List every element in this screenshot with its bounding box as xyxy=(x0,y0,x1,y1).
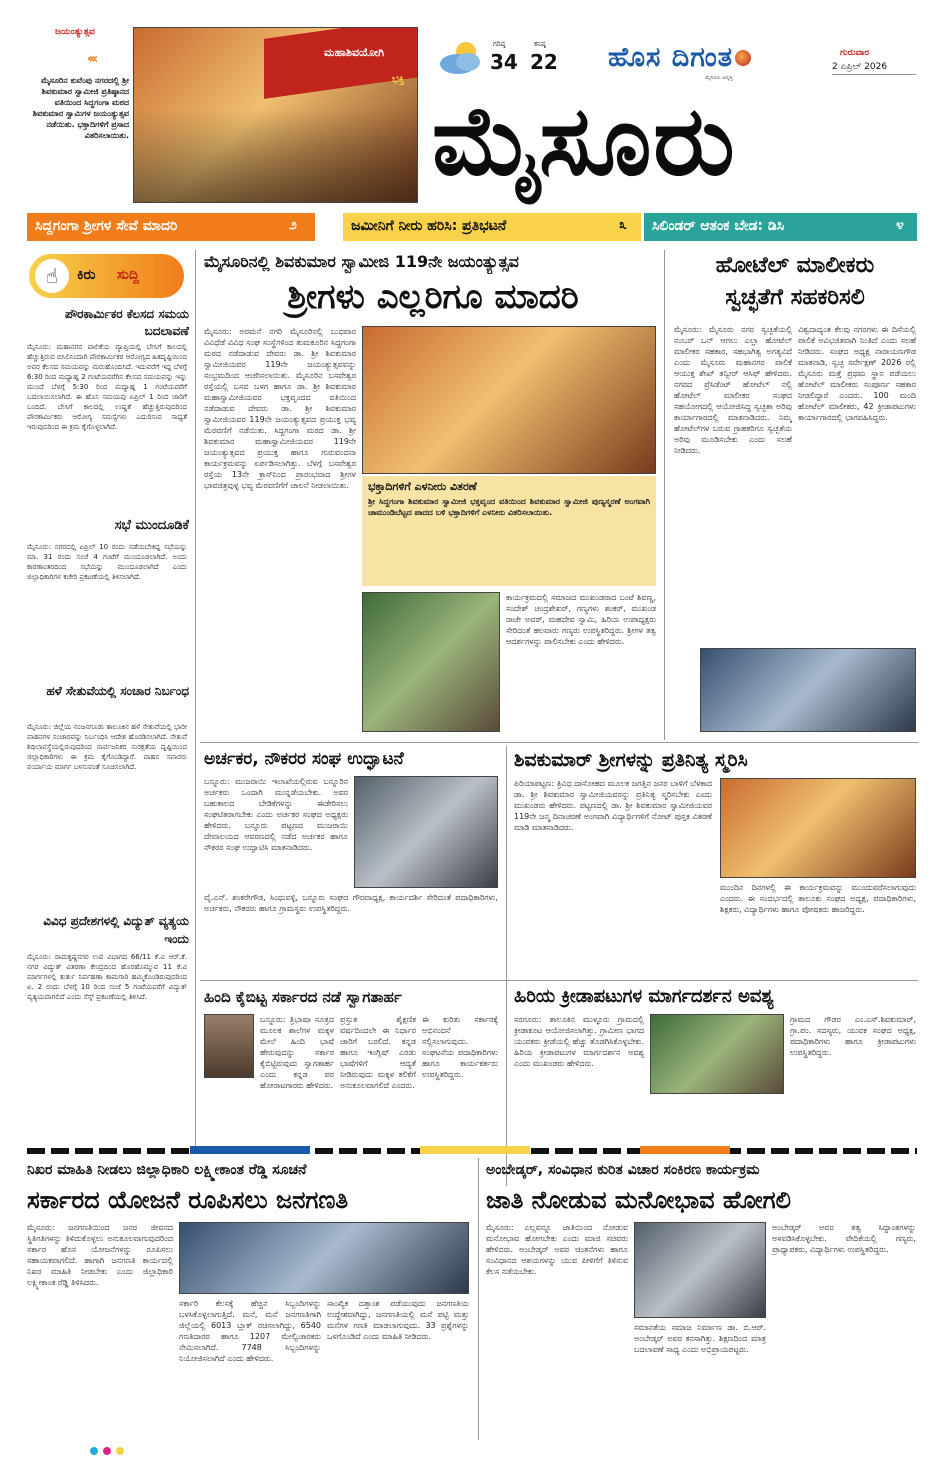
sports-story xyxy=(512,984,918,1184)
lead-caption-title: ಭಕ್ತಾದಿಗಳಿಗೆ ಎಳನೀರು ವಿತರಣೆ xyxy=(368,480,477,493)
sports-body-1: ಸರಗೂರು: ತಾಲೂಕಿನ ಮುಳ್ಳೂರು ಗ್ರಾಮದಲ್ಲಿ ಕ್ರೀಡಾಕೂಟ ಆಯೋಜಿಸಲಾಗಿತ್ತು. ಗ್ರಾಮೀಣ ಭಾಗದ ಯುವಕರು ಕ್ರೀಡೆಯಲ್ಲಿ ಹೆಚ್ಚು ತೊಡಗಿಸಿಕೊಳ್ಳಬೇಕು. ಹಿರಿಯ ಕ್ರೀಡಾಪಟುಗಳ ಮಾರ್ಗದರ್ಶನ ಅವಶ್ಯ ಎಂದು ಮುಖಂಡರು ಹೇಳಿದರು. xyxy=(514,1015,644,1068)
ticker-item-2-text: ಜಮೀನಿಗೆ ನೀರು ಹರಿಸಿ: ಪ್ರತಿಭಟನೆ xyxy=(351,218,507,234)
hindi-body-3: ಈ ಕುರಿತು ಸರ್ಕಾರಕ್ಕೆ ಅಭಿನಂದನೆ ಸಲ್ಲಿಸಲಾಗುವುದು. ಸಂಘಟನೆಯ ಪದಾಧಿಕಾರಿಗಳು ಹಾಗೂ ಕಾರ್ಯಕರ್ತರು ಉಪಸ್ಥಿತರಿದ್ದರು. xyxy=(422,1015,498,1079)
census-photo xyxy=(179,1222,469,1294)
ticker-item-1[interactable] xyxy=(27,213,315,241)
shivakumar-body-1: ಪಿರಿಯಾಪಟ್ಟಣ: ತ್ರಿವಿಧ ದಾಸೋಹದ ಮೂಲಕ ಜಗತ್ತಿನ ಜನರ ಬಾಳಿಗೆ ಬೆಳಕಾದ ಡಾ. ಶ್ರೀ ಶಿವಕುಮಾರ ಸ್ವಾಮೀಜಿಯವರನ್ನು ಪ್ರತಿನಿತ್ಯ ಸ್ಮರಿಸಬೇಕು ಎಂದು ಮುಖಂಡರು ಹೇಳಿದರು. ಪಟ್ಟಣದಲ್ಲಿ ಡಾ. ಶ್ರೀ ಶಿವಕುಮಾರ ಸ್ವಾಮೀಜಿಯವರ 119ನೇ ಜನ್ಮ ದಿನಾಚರಣೆ ಅಂಗವಾಗಿ ವಿದ್ಯಾರ್ಥಿಗಳಿಗೆ ನೋಟ್ ಪುಸ್ತಕ ವಿತರಣೆ ಮಾಡಿ ಮಾತನಾಡಿದರು. xyxy=(514,779,712,832)
lead-caption-text: ಶ್ರೀ ಸಿದ್ದಗಂಗಾ ಶಿವಕುಮಾರ ಸ್ವಾಮೀಜಿ ಭಕ್ತವೃಂದ ವತಿಯಿಂದ ಶಿವಕುಮಾರ ಸ್ವಾಮೀಜಿ ಪುಣ್ಯಸ್ಮರಣೆ ಅಂಗವಾಗಿ ಚಾಮುಂಡಿಬೆಟ್ಟದ ಪಾದದ ಬಳಿ ಭಕ್ತಾದಿಗಳಿಗೆ ಎಳನೀರು ವಿತರಿಸಲಾಯಿತು. xyxy=(368,497,650,517)
hotel-headline-2: ಸ್ವಚ್ಛತೆಗೆ ಸಹಕರಿಸಲಿ xyxy=(725,285,865,310)
archaka-story xyxy=(200,746,500,978)
kiru-item-2-body: ಮೈಸೂರು: ನಗರದಲ್ಲಿ ಏಪ್ರಿಲ್ 10 ರಂದು ನಡೆಯಬೇಕಿದ್ದ ಸಭೆಯನ್ನು ಮಾ. 31 ರಂದು ಸಂಜೆ 4 ಗಂಟೆಗೆ ಮುಂದೂಡಲಾಗಿದೆ. ಅಂದು ಕಾರಣಾಂತರದಿಂದ ಸಭೆಯನ್ನು ಮುಂದೂಡಲಾಗಿದೆ ಎಂದು ಜಿಲ್ಲಾಧಿಕಾರಿಗಳ ಕಚೇರಿ ಪ್ರಕಟಣೆಯಲ್ಲಿ ತಿಳಿಸಲಾಗಿದೆ. xyxy=(27,543,187,581)
census-kicker: ನಿಖರ ಮಾಹಿತಿ ನೀಡಲು ಜಿಲ್ಲಾಧಿಕಾರಿ ಲಕ್ಷ್ಮೀಕಾಂತ ರೆಡ್ಡಿ ಸೂಚನೆ xyxy=(27,1162,307,1178)
kiru-logo xyxy=(29,254,184,298)
hotel-headline-1: ಹೋಟೆಲ್ ಮಾಲೀಕರು xyxy=(715,253,875,278)
weather-max: 34 xyxy=(490,50,518,74)
hotel-story xyxy=(670,248,918,738)
lead-kicker: ಮೈಸೂರಿನಲ್ಲಿ ಶಿವಕುಮಾರ ಸ್ವಾಮೀಜಿ 119ನೇ ಜಯಂತ್ಯುತ್ಸವ xyxy=(204,252,519,271)
weather-min: 22 xyxy=(530,50,558,74)
ambedkar-story xyxy=(486,1158,918,1440)
ambedkar-photo xyxy=(634,1222,766,1318)
ambedkar-kicker: ಅಂಬೇಡ್ಕರ್, ಸಂವಿಧಾನ ಕುರಿತ ವಿಚಾರ ಸಂಕಿರಣ ಕಾರ್ಯಕ್ರಮ xyxy=(486,1162,760,1178)
ambedkar-body-1: ಮೈಸೂರು: ಎಲ್ಲವನ್ನೂ ಜಾತಿಯಿಂದ ನೋಡುವ ಮನೋಭಾವ ಹೋಗಬೇಕು ಎಂದು ಮಾಜಿ ಸಚಿವರು ಹೇಳಿದರು. ಅಂಬೇಡ್ಕರ್ ಅವರ ಚಿಂತನೆಗಳು ಹಾಗೂ ಸಂವಿಧಾನದ ಆಶಯಗಳನ್ನು ಯುವ ಪೀಳಿಗೆಗೆ ತಿಳಿಸುವ ಕೆಲಸ ನಡೆಯಬೇಕು. xyxy=(486,1223,628,1276)
weather-max-label: ಗರಿಷ್ಠ xyxy=(493,40,506,48)
ambedkar-body-2: ಸಮಾನತೆಯ ಸಮಾಜ ನಿರ್ಮಾಣ ಡಾ. ಬಿ.ಆರ್. ಅಂಬೇಡ್ಕರ್ ಅವರ ಕನಸಾಗಿತ್ತು. ಶಿಕ್ಷಣದಿಂದ ಮಾತ್ರ ಬದಲಾವಣೆ ಸಾಧ್ಯ ಎಂದು ಅಭಿಪ್ರಾಯಪಟ್ಟರು. xyxy=(634,1323,766,1354)
kiru-item-1-title: ಪೌರಕಾರ್ಮಿಕರ ಕೆಲಸದ ಸಮಯ ಬದಲಾವಣೆ xyxy=(65,307,189,338)
brand-logo: ಹೊಸ ದಿಗಂತ xyxy=(608,42,734,73)
ticker-item-1-page: ೨ xyxy=(289,217,297,233)
weather-cloud-icon xyxy=(438,38,484,76)
archaka-body-1: ಬನ್ನೂರು: ಮುಜರಾಯಿ ಇಲಾಖೆಯಲ್ಲಿರುವ ಬನ್ನೂರಿನ ಅರ್ಚಕರು ಒಂದಾಗಿ ಮುನ್ನಡೆಯಬೇಕು. ಅವರ ಬಹುಕಾಲದ ಬೇಡಿಕೆಗಳನ್ನು ಈಡೇರಿಸಲು ಸಂಘಟಿತರಾಗಬೇಕು ಎಂದು ಅರ್ಚಕರ ಸಂಘದ ಅಧ್ಯಕ್ಷರು ಹೇಳಿದರು. ಬನ್ನೂರು ಪಟ್ಟಣದ ಮುಜರಾಯಿ ದೇವಾಲಯದ ಆವರಣದಲ್ಲಿ ನಡೆದ ಅರ್ಚಕರ ಹಾಗೂ ನೌಕರರ ಸಂಘ ಉದ್ಘಾಟಿಸಿ ಮಾತನಾಡಿದರು. xyxy=(204,777,348,852)
weather-min-label: ಕನಿಷ್ಠ xyxy=(534,40,546,48)
archaka-body-2: ವೈ.ಎನ್. ಶಂಕರೇಗೌಡ, ಸಿಂಧುವಳ್ಳಿ, ಬನ್ನೂರು ಸಂಘದ ಗೌರವಾಧ್ಯಕ್ಷ, ಕಾರ್ಯದರ್ಶಿ ಸೇರಿದಂತೆ ಪದಾಧಿಕಾರಿಗಳು, ಅರ್ಚಕರು, ನೌಕರರು ಹಾಗೂ ಗ್ರಾಮಸ್ಥರು ಉಪಸ್ಥಿತರಿದ್ದರು. xyxy=(204,893,498,913)
city-title: ಮೈಸೂರು xyxy=(432,85,737,197)
hotel-photo xyxy=(700,648,916,732)
census-body-1: ಮೈಸೂರು: ಜನಗಣತಿಯಿಂದ ಜನರ ಜೀವನದ ಸ್ಥಿತಿಗತಿಗಳನ್ನು ತಿಳಿದುಕೊಳ್ಳಲು ಅನುಕೂಲವಾಗುವುದರಿಂದ ಸರ್ಕಾರ ಹೊಸ ಯೋಜನೆಗಳನ್ನು ರೂಪಿಸಲು ಸಹಾಯಕವಾಗಲಿದೆ. ಹಾಗಾಗಿ ಜನಗಣತಿ ಕಾರ್ಯದಲ್ಲಿ ನಿಖರ ಮಾಹಿತಿ ನೀಡಬೇಕು ಎಂದು ಜಿಲ್ಲಾಧಿಕಾರಿ ಲಕ್ಷ್ಮೀಕಾಂತ ರೆಡ್ಡಿ ತಿಳಿಸಿದರು. xyxy=(27,1223,173,1287)
hindi-story xyxy=(200,984,500,1184)
masthead-photo xyxy=(133,27,418,203)
ticker-item-3[interactable] xyxy=(644,213,917,241)
hotel-body-2: ವಿಶ್ವದಾದ್ಯಂತ ಕೆಲವು ನಗರಗಳು ಈ ದಿಸೆಯಲ್ಲಿ ಪಾಲಿಕೆ ಅವಿಭಜಿತವಾಗಿ ನಿಂತಿದೆ ಎಂದು ಸಲಹೆ ನೀಡಿದರು. ಸಂಘದ ಅಧ್ಯಕ್ಷ ನಾರಾಯಣಗೌಡ ಮಾತನಾಡಿ, ಸ್ವಚ್ಛ ಸರ್ವೇಕ್ಷಣ್ 2026 ರಲ್ಲಿ ಮೈಸೂರು ಮತ್ತೆ ಪ್ರಥಮ ಸ್ಥಾನ ಪಡೆಯಲು ಹೋಟೆಲ್ ಮಾಲೀಕರು ಸಂಪೂರ್ಣ ಸಹಕಾರ ನೀಡಲಿದ್ದಾರೆ ಎಂದರು. 100 ಮಂದಿ ಹೋಟೆಲ್ ಮಾಲೀಕರು, 42 ಕ್ರೀಡಾಪಟುಗಳು ಕಾರ್ಯಾಗಾರದಲ್ಲಿ ಭಾಗವಹಿಸಿದ್ದರು. xyxy=(798,325,916,422)
kiru-item-3-title: ಹಳೆ ಸೇತುವೆಯಲ್ಲಿ ಸಂಚಾರ ನಿರ್ಬಂಧ xyxy=(46,684,189,698)
census-body-3: ಸಾಂಖ್ಯಿಕ ದತ್ತಾಂಶ ಪಡೆಯುವುದು ಜನಗಣತಿಯ ಉದ್ದೇಶವಾಗಿದ್ದು, ಜನಗಣತಿಯಲ್ಲಿ ಮನೆ ಪಟ್ಟಿ ಮತ್ತು ಮನೆಗಳ ಗಣತಿ ಮಾಡಲಾಗುವುದು. 33 ಪ್ರಶ್ನೆಗಳನ್ನು ಒಳಗೊಂಡಿದೆ ಎಂದು ಮಾಹಿತಿ ನೀಡಿದರು. xyxy=(327,1299,469,1341)
lead-body-2: ಕಾರ್ಯಕ್ರಮದಲ್ಲಿ ಸಮಾಜದ ಮುಖಂಡರಾದ ಬಂಟೆ ಶಿವಣ್ಣ, ಸಂದೇಶ್ ಚಂದ್ರಶೇಖರ್, ಗಣ್ಯಗಳು ಶಂಕರ್, ಮುಖಂಡ ರಾಜೇ ಅವರ್, ಮಹದೇವ ಸ್ವಾಮಿ, ಹಿರಿಯ ಉಪಾಧ್ಯಕ್ಷರು ಸೇರಿದಂತೆ ಹಲವಾರು ಗಣ್ಯರು ಉಪಸ್ಥಿತರಿದ್ದರು. ಶ್ರೀಗಳ ತತ್ವ ಆದರ್ಶಗಳನ್ನು ಪಾಲಿಸಬೇಕು ಎಂದು ಹೇಳಿದರು. xyxy=(506,593,656,646)
census-story xyxy=(27,1158,472,1440)
chevron-left-icon: ‹‹‹ xyxy=(87,51,96,67)
kiru-item-3-body: ಮೈಸೂರು: ಜಿಲ್ಲೆಯ ನಂಜನಗೂಡು ತಾಲೂಕಿನ ಹಳೆ ಸೇತುವೆಯಲ್ಲಿ ಭಾರೀ ವಾಹನಗಳ ಸಂಚಾರವನ್ನು ನಿರ್ಬಂಧಿಸಿ ಆದೇಶ ಹೊರಡಿಸಲಾಗಿದೆ. ಸೇತುವೆ ಶಿಥಿಲಾವಸ್ಥೆಯಲ್ಲಿರುವುದರಿಂದ ಸಾರ್ವಜನಿಕರ ಸುರಕ್ಷತೆಯ ದೃಷ್ಟಿಯಿಂದ ಜಿಲ್ಲಾಧಿಕಾರಿಗಳು ಈ ಕ್ರಮ ಕೈಗೊಂಡಿದ್ದಾರೆ. ವಾಹನ ಸವಾರರು ಪರ್ಯಾಯ ಮಾರ್ಗ ಬಳಸುವಂತೆ ಸೂಚಿಸಲಾಗಿದೆ. xyxy=(27,723,187,771)
kiru-logo-text-2: ಸುದ್ದಿ xyxy=(117,267,140,283)
sports-body-2: ಗ್ರಾಮದ ಗೌಡರ ಎಂ.ಎಸ್.ಶಿವಕುಮಾರ್, ಗ್ರಾ.ಪಂ. ಸದಸ್ಯರು, ಯುವಕ ಸಂಘದ ಅಧ್ಯಕ್ಷ, ಪದಾಧಿಕಾರಿಗಳು ಹಾಗೂ ಕ್ರೀಡಾಪಟುಗಳು ಉಪಸ್ಥಿತರಿದ್ದರು. xyxy=(790,1015,916,1057)
ticker-item-1-text: ಸಿದ್ದಗಂಗಾ ಶ್ರೀಗಳ ಸೇವೆ ಮಾದರಿ xyxy=(35,218,178,234)
lead-story xyxy=(200,248,658,738)
hand-icon: ☝ xyxy=(35,259,69,293)
ticker-bar xyxy=(27,213,917,241)
masthead-banner-text-2: ಭಕ್ತಿ xyxy=(392,74,405,85)
hindi-photo xyxy=(204,1014,254,1078)
lead-caption-box xyxy=(362,476,656,586)
masthead-banner-text: ಮಹಾಶಿವಯೋಗಿ xyxy=(324,46,385,59)
shivakumar-photo xyxy=(720,778,916,878)
sports-headline: ಹಿರಿಯ ಕ್ರೀಡಾಪಟುಗಳ ಮಾರ್ಗದರ್ಶನ ಅವಶ್ಯ xyxy=(514,986,774,1007)
lead-photo-2 xyxy=(362,592,500,732)
hindi-headline: ಹಿಂದಿ ಕೈಬಿಟ್ಟ ಸರ್ಕಾರದ ನಡೆ ಸ್ವಾಗತಾರ್ಹ xyxy=(204,988,402,1006)
census-headline: ಸರ್ಕಾರದ ಯೋಜನೆ ರೂಪಿಸಲು ಜನಗಣತಿ xyxy=(27,1186,349,1214)
hindi-body-2: ಪ್ರಸ್ತುತ ಶೈಕ್ಷಣಿಕ ವರ್ಷದಿಂದಲೇ ಈ ನಿರ್ಧಾರ ಜಾರಿಗೆ ಬರಲಿದೆ. ಕನ್ನಡ ಹಾಗೂ ಇಂಗ್ಲಿಷ್ ಎರಡು ಭಾಷೆಗಳಿಗೆ ಆದ್ಯತೆ ನೀಡಿರುವುದು ಮಕ್ಕಳ ಕಲಿಕೆಗೆ ಅನುಕೂಲವಾಗಲಿದೆ ಎಂದರು. xyxy=(340,1015,416,1090)
sports-photo xyxy=(650,1014,784,1094)
masthead-lead-text: ಮೈಸೂರಿನ ಕುವೆಂಪು ನಗರದಲ್ಲಿ ಶ್ರೀ ಶಿವಕುಮಾರ ಸ್ವಾಮೀಜಿ ಪ್ರತಿಷ್ಠಾನದ ವತಿಯಿಂದ ಸಿದ್ದಗಂಗಾ ಮಠದ ಶಿವಕುಮಾರ ಸ್ವಾಮಿಗಳ ಜಯಂತ್ಯುತ್ಸವ ನಡೆಯಿತು. ಭಕ್ತಾದಿಗಳಿಗೆ ಪ್ರಸಾದ ವಿತರಿಸಲಾಯಿತು. xyxy=(32,76,129,140)
kiru-item-4-title: ವಿವಿಧ ಪ್ರದೇಶಗಳಲ್ಲಿ ವಿದ್ಯುತ್ ವ್ಯತ್ಯಯ ಇಂದು xyxy=(43,914,189,946)
archaka-photo xyxy=(354,776,498,888)
ticker-item-2-page: ೩ xyxy=(619,217,627,233)
lead-body-1: ಮೈಸೂರು: ಅರಮನೆ ನಗರಿ ಮೈಸೂರಿನಲ್ಲಿ ಬುಧವಾರ ವಿವಿಧೆಡೆ ವಿವಿಧ ಸಂಘ ಸಂಸ್ಥೆಗಳಿಂದ ತುಮಕೂರಿನ ಸಿದ್ದಗಂಗಾ ಮಠದ ನಡೆದಾಡುವ ದೇವರು ಡಾ. ಶ್ರೀ ಶಿವಕುಮಾರ ಸ್ವಾಮೀಜಿಯವರ 119ನೇ ಜಯಂತ್ಯುತ್ಸವವನ್ನು ಸಂಭ್ರಮದಿಂದ ಆಚರಿಸಲಾಯಿತು. ಮೈಸೂರಿನ ಬಸವೇಶ್ವರ ರಸ್ತೆಯಲ್ಲಿ ಬಸವ ಬಳಗ ಹಾಗೂ ಡಾ. ಶ್ರೀ ಶಿವಕುಮಾರ ಮಹಾಸ್ವಾಮೀಜಿಯವರ ಭಕ್ತವೃಂದದ ವತಿಯಿಂದ ನಡೆದಾಡುವ ದೇವರು ಡಾ. ಶ್ರೀ ಶಿವಕುಮಾರ ಸ್ವಾಮೀಜಿಯವರ 119ನೇ ಜಯಂತ್ಯುತ್ಸವದ ಪ್ರಯುಕ್ತ ಭವ್ಯ ಮೆರವಣಿಗೆ ನಡೆಯಿತು. ಸಿದ್ದಗಂಗಾ ಮಠದ ಡಾ. ಶ್ರೀ ಶಿವಕುಮಾರ ಮಹಾಸ್ವಾಮೀಜಿಯವರ 119ನೇ ಜಯಂತ್ಯುತ್ಸವದ ಪ್ರಯುಕ್ತ ಹಾಗೂ ಗುರುವಂದನಾ ಕಾರ್ಯಕ್ರಮವನ್ನು ಏರ್ಪಡಿಸಲಾಗಿತ್ತು. ಬೆಳಗ್ಗೆ ಬಸವೇಶ್ವರ ರಸ್ತೆಯ 13ನೇ ಕ್ರಾಸ್‌ನಿಂದ ಪ್ರಾರಂಭವಾದ ಶ್ರೀಗಳ ಭಾವಚಿತ್ರವುಳ್ಳ ಭವ್ಯ ಮೆರವಣಿಗೆಗೆ ಚಾಲನೆ ನೀಡಲಾಯಿತು. xyxy=(204,327,356,490)
ambedkar-headline: ಜಾತಿ ನೋಡುವ ಮನೋಭಾವ ಹೋಗಲಿ xyxy=(486,1186,791,1214)
issue-day: ಗುರುವಾರ xyxy=(840,48,870,58)
print-dots xyxy=(90,1440,130,1450)
hindi-body-1: ಬನ್ನೂರು: ತ್ರಿಭಾಷಾ ಸೂತ್ರದ ಮೂಲಕ ಶಾಲೆಗಳ ಮಕ್ಕಳ ಮೇಲೆ ಹಿಂದಿ ಭಾಷೆ ಹೇರುವುದನ್ನು ಸರ್ಕಾರ ಕೈಬಿಟ್ಟಿರುವುದು ಸ್ವಾಗತಾರ್ಹ ಎಂದು ಕನ್ನಡ ಪರ ಹೋರಾಟಗಾರರು ಹೇಳಿದರು. xyxy=(260,1015,334,1090)
census-body-2: ಸರ್ಕಾರಿ ಕೆಲಸಕ್ಕೆ ಹೆಚ್ಚಿನ ಸಿಬ್ಬಂದಿಗಳನ್ನು ಬಳಸಿಕೊಳ್ಳಲಾಗುತ್ತಿದೆ. ಮನೆ, ಮನೆ ಜನಗಣತಿಗಾಗಿ ಜಿಲ್ಲೆಯಲ್ಲಿ 6013 ಬ್ಲಾಕ್ ರಚಿಸಲಾಗಿದ್ದು, 6540 ಗಣತಿದಾರರ ಹಾಗೂ 1207 ಮೇಲ್ವಿಚಾರಕರು ನೇಮಿಸಲಾಗಿದೆ. 7748 ಸಿಬ್ಬಂದಿಗಳನ್ನು ನಿಯೋಜಿಸಲಾಗಿದೆ ಎಂದು ಹೇಳಿದರು. xyxy=(179,1299,321,1363)
ticker-item-3-page: ೪ xyxy=(896,217,904,233)
masthead-top-label: ಜಯಂತ್ಯುತ್ಸವ xyxy=(55,27,95,37)
shivakumar-story xyxy=(512,746,918,978)
lead-photo-1 xyxy=(362,326,656,474)
ambedkar-body-3: ಅಂಬೇಡ್ಕರ್ ಅವರ ತತ್ವ ಸಿದ್ದಾಂತಗಳನ್ನು ಅಳವಡಿಸಿಕೊಳ್ಳಬೇಕು. ವೇದಿಕೆಯಲ್ಲಿ ಗಣ್ಯರು, ಪ್ರಾಧ್ಯಾಪಕರು, ವಿದ್ಯಾರ್ಥಿಗಳು ಉಪಸ್ಥಿತರಿದ್ದರು. xyxy=(772,1223,916,1254)
masthead-lead-box xyxy=(27,27,131,203)
ticker-item-3-text: ಸಿಲಿಂಡರ್ ಆತಂಕ ಬೇಡ: ಡಿಸಿ xyxy=(652,218,785,234)
globe-icon xyxy=(735,50,751,66)
kiru-item-2-title: ಸಭೆ ಮುಂದೂಡಿಕೆ xyxy=(114,518,189,533)
kiru-logo-text: ಕಿರು xyxy=(77,267,96,283)
shivakumar-body-2: ಮುಂದಿನ ದಿನಗಳಲ್ಲಿ ಈ ಕಾರ್ಯಕ್ರಮವನ್ನು ಮುಂದುವರೆಸಲಾಗುವುದು ಎಂದರು. ಈ ಸಂದರ್ಭದಲ್ಲಿ ತಾಲೂಕು ಸಂಘದ ಅಧ್ಯಕ್ಷ, ಪದಾಧಿಕಾರಿಗಳು, ಶಿಕ್ಷಕರು, ವಿದ್ಯಾರ್ಥಿಗಳು ಹಾಗೂ ಪೋಷಕರು ಹಾಜರಿದ್ದರು. xyxy=(720,883,916,914)
kiru-item-1-body: ಮೈಸೂರು: ಮಹಾನಗರ ಪಾಲಿಕೆಯ ವ್ಯಾಪ್ತಿಯಲ್ಲಿ ಬೇಸಿಗೆ ಕಾಲದಲ್ಲಿ ಹೆಚ್ಚುತ್ತಿರುವ ಬಿಸಿಲಿನಿಂದಾಗಿ ಪೌರಕಾರ್ಮಿಕರ ಆರೋಗ್ಯದ ಹಿತದೃಷ್ಟಿಯಿಂದ ಅವರ ಕೆಲಸದ ಸಮಯವನ್ನು ಮರುಹೊಂದಿಸಿದೆ. ಇದುವರೆಗೆ ಇದ್ದ ಬೆಳಗ್ಗೆ 6:30 ರಿಂದ ಮಧ್ಯಾಹ್ನ 2 ಗಂಟೆಯವರೆಗಿನ ಕೆಲಸದ ಸಮಯವನ್ನು ಇನ್ನು ಮುಂದೆ ಬೆಳಗ್ಗೆ 5:30 ರಿಂದ ಮಧ್ಯಾಹ್ನ 1 ಗಂಟೆಯವರೆಗೆ ಬದಲಾಯಿಸಲಾಗಿದೆ. ಈ ಹೊಸ ಸಮಯವು ಏಪ್ರಿಲ್ 1 ರಿಂದ ಜಾರಿಗೆ ಬಂದಿದೆ. ಬೇಸಿಗೆ ಕಾಲದಲ್ಲಿ ಉಷ್ಣತೆ ಹೆಚ್ಚುತ್ತಿರುವುದರಿಂದ ಪೌರಕಾರ್ಮಿಕರು ಆರೋಗ್ಯ ಸಮಸ್ಯೆಗಳು ಎದುರಿಸುವ ಸಾಧ್ಯತೆ ಇರುವುದರಿಂದ ಈ ಕ್ರಮ ಕೈಗೊಳ್ಳಲಾಗಿದೆ. xyxy=(27,343,187,431)
hotel-body-1: ಮೈಸೂರು: ಮೈಸೂರು ನಗರ ಸ್ವಚ್ಛತೆಯಲ್ಲಿ ನಂಬರ್ ಒನ್ ಆಗಲು ಎಲ್ಲಾ ಹೋಟೆಲ್ ಮಾಲೀಕರ ಸಹಕಾರ, ಸಹಭಾಗಿತ್ವ ಅಗತ್ಯವಿದೆ ಎಂದು ಮೈಸೂರು ಮಹಾನಗರ ಪಾಲಿಕೆ ಆಯುಕ್ತ ಶೇಖ್ ತನ್ವೀರ್ ಆಸಿಫ್ ಹೇಳಿದರು. ನಗರದ ಪ್ರೆಸಿಡೆಂಟ್ ಹೋಟೆಲ್ ನಲ್ಲಿ ಹೋಟೆಲ್ ಮಾಲೀಕರ ಸಂಘದ ಸಹಯೋಗದಲ್ಲಿ ಆಯೋಜಿಸಿದ್ದ ಸ್ವಚ್ಛತಾ ಅರಿವು ಕಾರ್ಯಾಗಾರದಲ್ಲಿ ಮಾತನಾಡಿದರು. ನಿಮ್ಮ ಹೋಟೆಲ್‌ಗಳ ಬರುವ ಗ್ರಾಹಕರಿಗೂ ಸ್ವಚ್ಛತೆಯ ಅರಿವು ಮೂಡಿಸಬೇಕು ಎಂದು ಸಲಹೆ ನೀಡಿದರು. xyxy=(674,325,792,455)
archaka-headline: ಅರ್ಚಕರ, ನೌಕರರ ಸಂಘ ಉದ್ಘಾಟನೆ xyxy=(204,749,404,769)
kiru-item-4-body: ಮೈಸೂರು: ರಾಮಕೃಷ್ಣನಗರ ಉಪ ವಿಭಾಗದ 66/11 ಕೆ.ವಿ ಆರ್.ಕೆ. ನಗರ ವಿದ್ಯುತ್ ವಿತರಣಾ ಕೇಂದ್ರದಿಂದ ಹೊರಹೊಮ್ಮುವ 11 ಕೆ.ವಿ ಮಾರ್ಗಗಳಲ್ಲಿ ತುರ್ತು ನಿರ್ವಹಣಾ ಕಾಮಗಾರಿ ಹಮ್ಮಿಕೊಂಡಿರುವುದರಿಂದ ಏ. 2 ರಂದು ಬೆಳಗ್ಗೆ 10 ರಿಂದ ಸಂಜೆ 5 ಗಂಟೆಯವರೆಗೆ ವಿದ್ಯುತ್ ವ್ಯತ್ಯಯವಾಗಲಿದೆ ಎಂದು ಸೆಸ್ಕ್ ಪ್ರಕಟಣೆಯಲ್ಲಿ ತಿಳಿಸಿದೆ. xyxy=(27,953,187,1001)
shivakumar-headline: ಶಿವಕುಮಾರ್ ಶ್ರೀಗಳನ್ನು ಪ್ರತಿನಿತ್ಯ ಸ್ಮರಿಸಿ xyxy=(514,749,748,771)
brand-sub: ಮೈಸೂರು ಆವೃತ್ತಿ xyxy=(705,75,733,81)
lead-headline: ಶ್ರೀಗಳು ಎಲ್ಲರಿಗೂ ಮಾದರಿ xyxy=(287,277,579,317)
issue-date: 2 ಏಪ್ರಿಲ್ 2026 xyxy=(832,62,888,72)
ticker-item-2[interactable] xyxy=(343,213,641,241)
